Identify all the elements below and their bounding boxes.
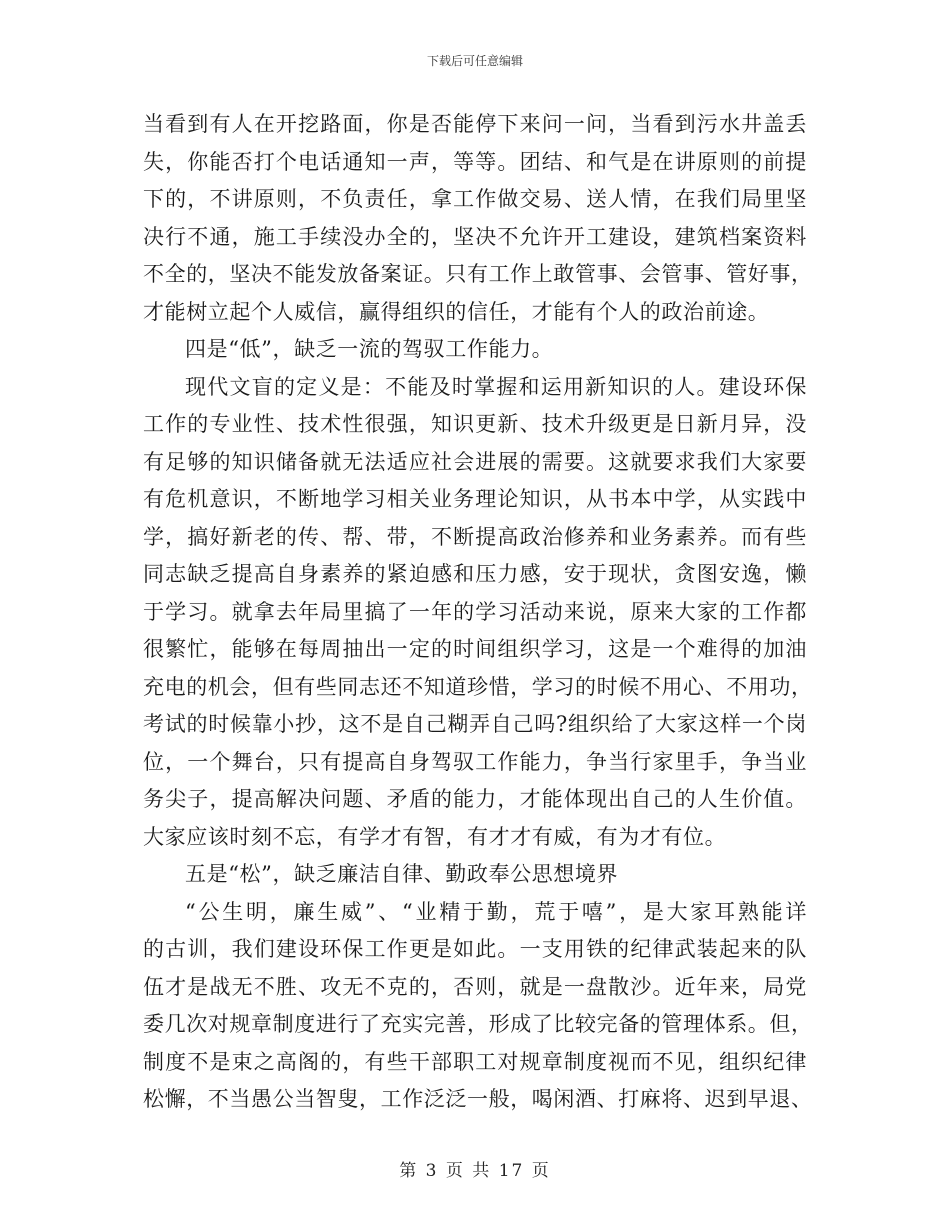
paragraph-first-line: 现代文盲的定义是：不能及时掌握和运用新知识的人。建设环保	[185, 374, 807, 399]
text-line: 决行不通，施工手续没办全的，坚决不允许开工建设，建筑档案资料	[143, 224, 807, 249]
document-body	[143, 106, 813, 1119]
section-heading-five: 五是“松”，缺乏廉洁自律、勤政奉公思想境界	[185, 862, 619, 886]
text-line: 考试的时候靠小抄，这不是自己糊弄自己吗?组织给了大家这样一个岗	[143, 712, 807, 736]
text-line: 务尖子，提高解决问题、矛盾的能力，才能体现出自己的人生价值。	[143, 787, 807, 811]
text-line: 的古训，我们建设环保工作更是如此。一支用铁的纪律武装起来的队	[143, 937, 807, 961]
text-line: 才能树立起个人威信，赢得组织的信任，才能有个人的政治前途。	[143, 299, 770, 324]
text-line: 制度不是束之高阁的，有些干部职工对规章制度视而不见，组织纪律	[143, 1049, 807, 1074]
text-line: 学，搞好新老的传、帮、带，不断提高政治修养和业务素养。而有些	[143, 524, 807, 549]
text-line: 于学习。就拿去年局里搞了一年的学习活动来说，原来大家的工作都	[143, 599, 807, 624]
section-heading-four: 四是“低”，缺乏一流的驾驭工作能力。	[185, 337, 554, 361]
text-line: 有足够的知识储备就无法适应社会进展的需要。这就要求我们大家要	[143, 449, 807, 474]
page-number: 第 3 页 共 17 页	[399, 1161, 551, 1181]
text-line: 不全的，坚决不能发放备案证。只有工作上敢管事、会管事、管好事，	[143, 262, 813, 286]
text-line: 大家应该时刻不忘，有学才有智，有才才有威，有为才有位。	[143, 824, 727, 849]
paragraph-first-line: “公生明，廉生威”、“业精于勤，荒于嘻”，是大家耳熟能详	[185, 899, 807, 924]
text-line: 有危机意识，不断地学习相关业务理论知识，从书本中学，从实践中	[143, 487, 807, 511]
text-line: 松懈，不当愚公当智叟，工作泛泛一般，喝闲酒、打麻将、迟到早退、	[143, 1087, 813, 1111]
text-line: 工作的专业性、技术性很强，知识更新、技术升级更是日新月异，没	[143, 412, 807, 436]
text-line: 同志缺乏提高自身素养的紧迫感和压力感，安于现状，贪图安逸，懒	[143, 562, 807, 586]
page-header: 下载后可任意编辑	[426, 54, 523, 68]
text-line: 位，一个舞台，只有提高自身驾驭工作能力，争当行家里手，争当业	[143, 749, 807, 774]
text-line: 失，你能否打个电话通知一声，等等。团结、和气是在讲原则的前提	[143, 149, 807, 174]
text-line: 充电的机会，但有些同志还不知道珍惜，学习的时候不用心、不用功，	[143, 674, 813, 699]
text-line: 下的，不讲原则，不负责任，拿工作做交易、送人情，在我们局里坚	[143, 187, 807, 211]
text-line: 委几次对规章制度进行了充实完善，形成了比较完备的管理体系。但，	[143, 1012, 813, 1036]
text-line: 很繁忙，能够在每周抽出一定的时间组织学习，这是一个难得的加油	[143, 637, 807, 661]
text-line: 伍才是战无不胜、攻无不克的，否则，就是一盘散沙。近年来，局党	[143, 974, 807, 999]
text-line: 当看到有人在开挖路面，你是否能停下来问一问，当看到污水井盖丢	[143, 112, 807, 136]
